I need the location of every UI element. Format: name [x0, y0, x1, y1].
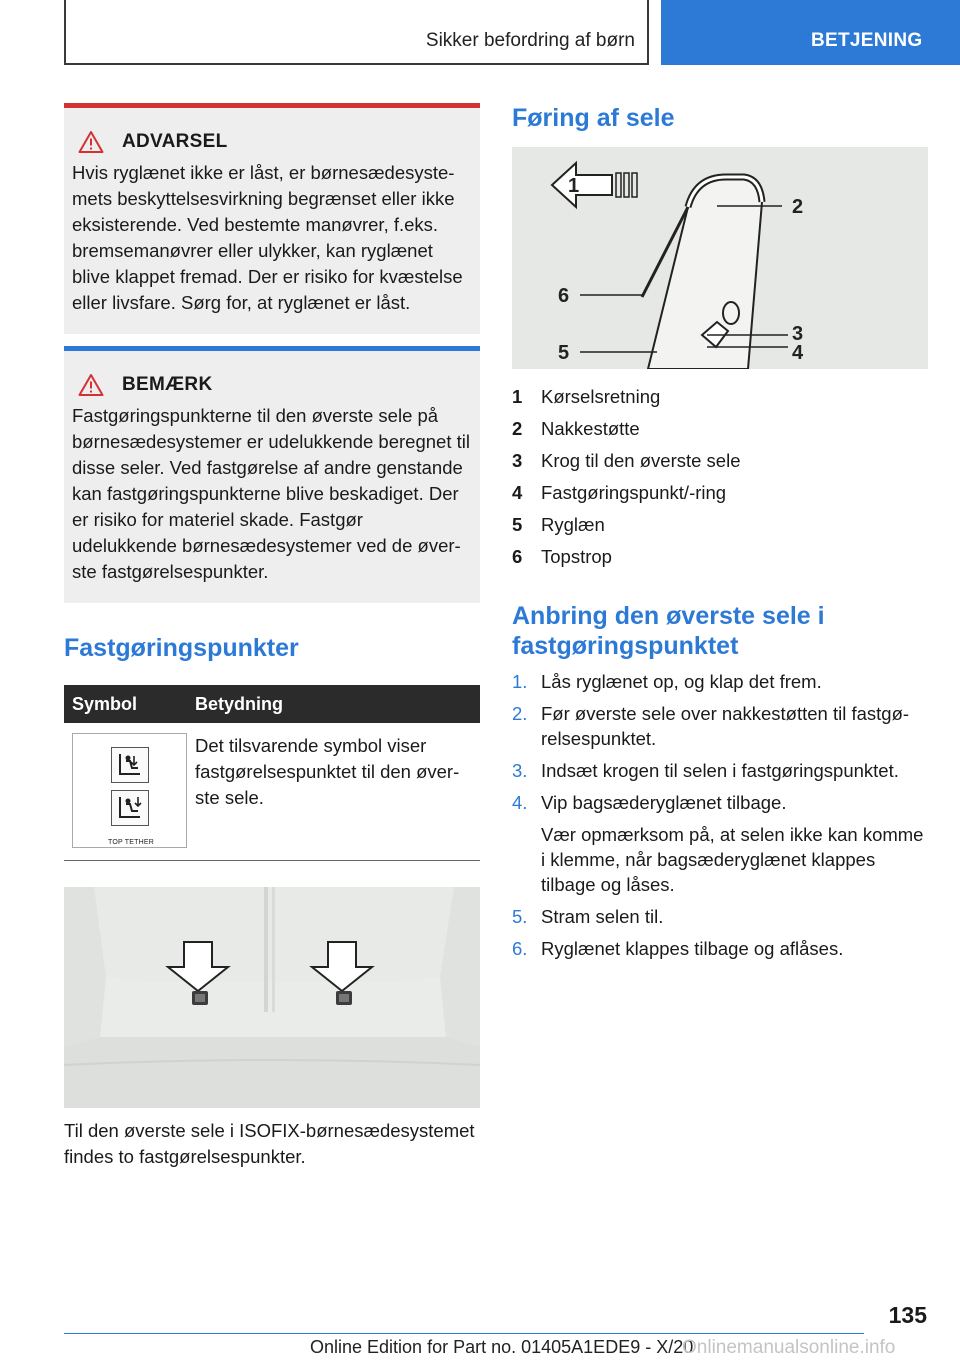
- legend-item: [512, 413, 928, 445]
- steps-list: [512, 669, 928, 815]
- notice-text: Fastgøringspunkterne til den øverste sele på børnesædesystemer er udelukkende beregnet til disse seler. Ved fastgørelse af andre genstande kan fastgøringspunkterne blive beskadiget. Der er risiko for materiel skade. Fastgør udelukkende børnesædesystemer ved de øverste fastgørelsespunkter.: [72, 405, 470, 582]
- watermark: Onlinemanualsonline.info: [682, 1337, 896, 1358]
- step-number: 4.: [512, 792, 528, 813]
- step-text: Før øverste sele over nakkestøtten til fastgørelsespunktet.: [541, 703, 910, 749]
- legend-item: [512, 445, 928, 477]
- legend-label: Nakkestøtte: [541, 418, 640, 439]
- legend-number: 2: [512, 418, 523, 439]
- meaning-cell: Det tilsvarende symbol viser fastgørelsespunktet til den øverste sele.: [187, 723, 480, 861]
- table-header-symbol: Symbol: [64, 685, 187, 723]
- top-tether-label: TOP TETHER: [108, 839, 154, 846]
- legend-item: [512, 381, 928, 413]
- step-text: Vip bagsæderyglænet tilbage.: [541, 792, 787, 813]
- table-header-meaning: Betydning: [187, 685, 480, 723]
- step-number: 2.: [512, 703, 528, 724]
- warning-text: Hvis ryglænet ikke er låst, er børnesædesystemets beskyttelsesvirkning begrænset eller ikke eksisterende. Ved bestemte manøvrer, f.eks. bremsemanøvrer eller ulykker, kan ryglænet blive klappet fremad. Der er risiko for kvæstelse eller livsfare. Sørg for, at ryglænet er låst.: [72, 162, 463, 313]
- legend-label: Ryglæn: [541, 514, 605, 535]
- step-number: 1.: [512, 671, 528, 692]
- left-column: [64, 103, 480, 1170]
- notice-title: BEMÆRK: [122, 374, 213, 395]
- warning-triangle-icon: [78, 130, 104, 154]
- header-chapter-box: [64, 0, 649, 65]
- list-item: [512, 701, 928, 751]
- legend-label: Topstrop: [541, 546, 612, 567]
- anchor-heading: Fastgøringspunkter: [64, 634, 299, 662]
- steps-list-continued: [512, 904, 928, 961]
- isofix-anchor-icon: [111, 747, 149, 783]
- isofix-symbol-frame: [72, 733, 187, 848]
- anchor-points-image: [64, 887, 480, 1108]
- list-item: [512, 669, 928, 694]
- legend-item: [512, 541, 928, 573]
- diagram-label-1: 1: [568, 175, 580, 197]
- section-title: BETJENING: [811, 30, 923, 51]
- top-tether-icon: [111, 790, 149, 826]
- legend-number: 3: [512, 450, 523, 471]
- diagram-label-2: 2: [792, 196, 804, 218]
- step-number: 6.: [512, 938, 528, 959]
- diagram-label-3: 3: [792, 323, 804, 345]
- list-item: [512, 790, 928, 815]
- legend-label: Kørselsretning: [541, 386, 661, 407]
- list-item: [512, 758, 928, 783]
- page-number: 135: [888, 1302, 927, 1328]
- table-row: [64, 723, 480, 861]
- list-item: [512, 904, 928, 929]
- legend-label: Fastgøringspunkt/-ring: [541, 482, 727, 503]
- legend-label: Krog til den øverste sele: [541, 450, 741, 471]
- diagram-label-6: 6: [558, 285, 570, 307]
- warning-box: [64, 103, 480, 334]
- belt-routing-diagram: [512, 147, 928, 369]
- right-column: [512, 103, 928, 968]
- legend-item: [512, 509, 928, 541]
- notice-triangle-icon: [78, 373, 104, 397]
- step-number: 3.: [512, 760, 528, 781]
- step-text: Ryglænet klappes tilbage og aflåses.: [541, 938, 844, 959]
- step-text: Indsæt krogen til selen i fastgøringspunktet.: [541, 760, 899, 781]
- notice-box: [64, 346, 480, 603]
- legend-number: 1: [512, 386, 523, 407]
- list-item: [512, 936, 928, 961]
- footer-divider: [64, 1333, 864, 1334]
- step-text: Stram selen til.: [541, 906, 664, 927]
- diagram-label-4: 4: [792, 342, 804, 364]
- step-note: Vær opmærksom på, at selen ikke kan komme i klemme, når bagsæderyglænet klappes tilbage og låses.: [541, 824, 924, 895]
- chapter-title: Sikker befordring af børn: [425, 30, 635, 51]
- belt-routing-heading: Føring af sele: [512, 104, 675, 132]
- step-text: Lås ryglænet op, og klap det frem.: [541, 671, 822, 692]
- steps-heading: Anbring den øverste sele i fastgøringspunktet: [512, 602, 825, 660]
- step-number: 5.: [512, 906, 528, 927]
- legend-number: 6: [512, 546, 523, 567]
- diagram-label-5: 5: [558, 342, 570, 364]
- image-caption: Til den øverste sele i ISOFIX-børnesædesystemet findes to fastgørelsespunkter.: [64, 1120, 475, 1167]
- symbol-cell: [64, 723, 187, 861]
- header-section-tab: [661, 0, 960, 65]
- legend-item: [512, 477, 928, 509]
- warning-title: ADVARSEL: [122, 131, 228, 152]
- diagram-legend: [512, 381, 928, 573]
- legend-number: 4: [512, 482, 523, 503]
- symbol-table: [64, 685, 480, 861]
- edition-text: Online Edition for Part no. 01405A1EDE9 - X/20: [310, 1337, 694, 1357]
- legend-number: 5: [512, 514, 523, 535]
